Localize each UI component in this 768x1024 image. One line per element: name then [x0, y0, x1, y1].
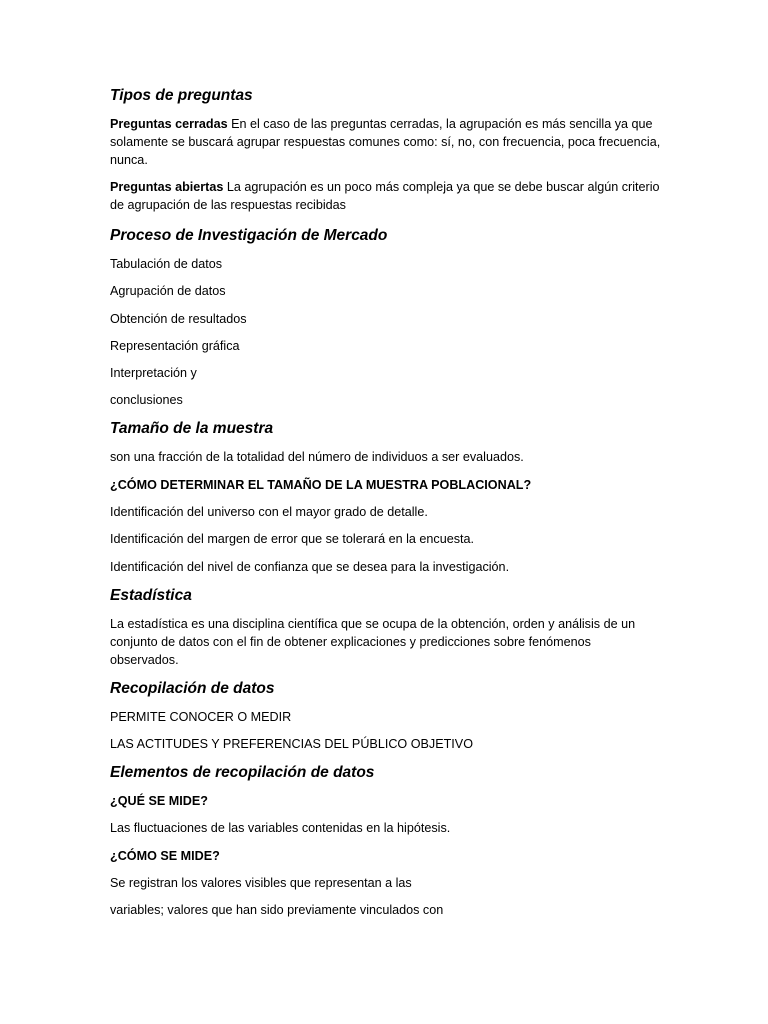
answer-que-se-mide: Las fluctuaciones de las variables contenidas en la hipótesis.	[110, 821, 451, 836]
list-item-tamano: Identificación del universo con el mayor grado de detalle.	[110, 505, 428, 520]
heading-elementos-recopilacion: Elementos de recopilación de datos	[110, 763, 375, 781]
paragraph-estadistica: La estadística es una disciplina científica que se ocupa de la obtención, orden y análisis de un conjunto de datos con el fin de obtener explicaciones y predicciones sobre fenómenos observados.	[110, 616, 636, 667]
list-item-tamano: Identificación del margen de error que se tolerará en la encuesta.	[110, 532, 475, 547]
list-item-proceso: conclusiones	[110, 393, 183, 408]
list-item-proceso: Interpretación y	[110, 366, 197, 381]
label-preguntas-abiertas: Preguntas abiertas	[110, 180, 224, 194]
document-page	[110, 86, 662, 928]
label-preguntas-cerradas: Preguntas cerradas	[110, 117, 228, 131]
question-como-se-mide	[110, 847, 662, 865]
question-que-se-mide	[110, 792, 662, 810]
text-preguntas-abiertas: La agrupación es un poco más compleja ya que se debe buscar algún criterio de agrupación de las respuestas recibidas	[110, 180, 660, 212]
heading-tamano-muestra: Tamaño de la muestra	[110, 420, 274, 438]
heading-estadistica: Estadística	[110, 586, 192, 604]
question-que-se-mide-text: ¿QUÉ SE MIDE?	[110, 793, 208, 808]
question-tamano-muestra	[110, 476, 662, 494]
list-item-proceso: Tabulación de datos	[110, 257, 223, 271]
list-item-proceso: Representación gráfica	[110, 338, 240, 353]
heading-proceso-investigacion: Proceso de Investigación de Mercado	[110, 227, 388, 244]
text-recopilacion-line1: PERMITE CONOCER O MEDIR	[110, 709, 292, 724]
heading-recopilacion-datos: Recopilación de datos	[110, 679, 275, 697]
text-preguntas-cerradas: En el caso de las preguntas cerradas, la agrupación es más sencilla ya que solamente se buscará agrupar respuestas comunes como: sí, no, con frecuencia, poca frecuencia, nunca.	[110, 117, 661, 167]
list-item-proceso: Agrupación de datos	[110, 284, 226, 299]
paragraph-preguntas-abiertas	[110, 178, 662, 214]
question-tamano-text: ¿CÓMO DETERMINAR EL TAMAÑO DE LA MUESTRA POBLACIONAL?	[110, 477, 532, 492]
question-como-se-mide-text: ¿CÓMO SE MIDE?	[110, 848, 220, 863]
list-item-proceso: Obtención de resultados	[110, 311, 247, 326]
heading-tipos-de-preguntas: Tipos de preguntas	[110, 87, 253, 104]
answer-como-se-mide-line1: Se registran los valores visibles que representan a las	[110, 875, 412, 890]
paragraph-preguntas-cerradas	[110, 115, 662, 169]
paragraph-tamano-intro: son una fracción de la totalidad del número de individuos a ser evaluados.	[110, 450, 524, 465]
answer-como-se-mide-line2: variables; valores que han sido previamente vinculados con	[110, 903, 444, 918]
text-recopilacion-line2: LAS ACTITUDES Y PREFERENCIAS DEL PÚBLICO OBJETIVO	[110, 736, 473, 751]
list-item-tamano: Identificación del nivel de confianza que se desea para la investigación.	[110, 559, 510, 574]
